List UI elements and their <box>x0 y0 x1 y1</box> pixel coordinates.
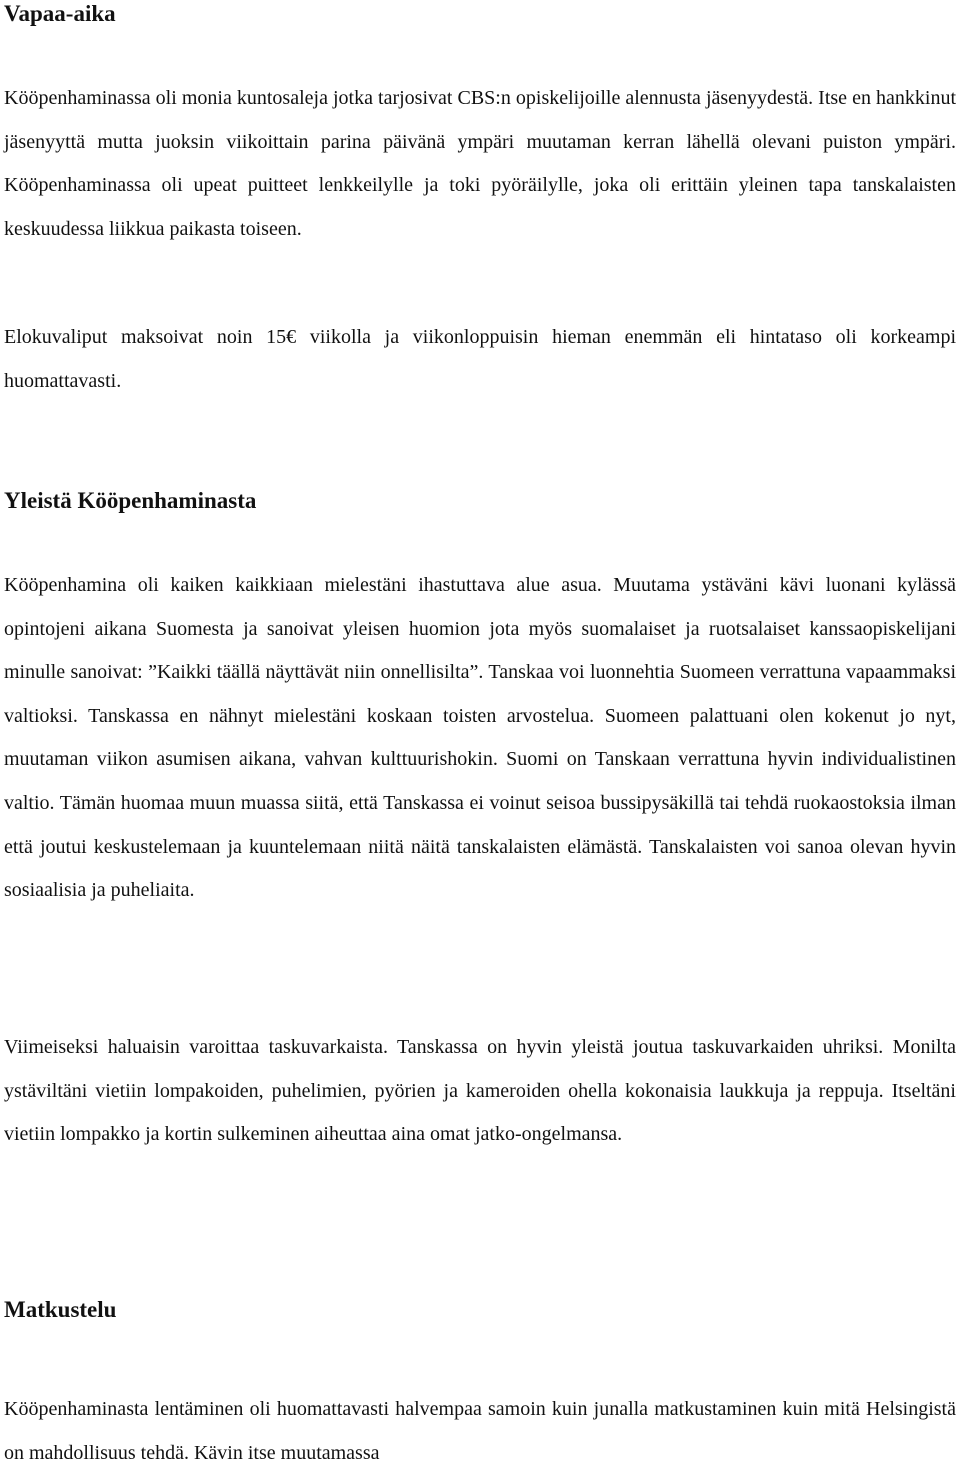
section-heading-vapaa-aika: Vapaa-aika <box>4 1 116 26</box>
paragraph: Kööpenhamina oli kaiken kaikkiaan mielestäni ihastuttava alue asua. Muutama ystäväni kävi luonani kylässä opintojeni aikana Suomesta ja sanoivat yleisen huomion jota myös suomalaiset ja ruotsalaiset kanssaopiskelijani minulle sanoivat: ”Kaikki täällä näyttävät niin onnellisilta”. Tanskaa voi luonnehtia Suomeen verrattuna vapaammaksi valtioksi. Tanskassa en nähnyt mielestäni koskaan toisten arvostelua. Suomeen palattuani olen kokenut jo nyt, muutaman viikon asumisen aikana, vahvan kulttuurishokin. Suomi on Tanskaan verrattuna hyvin individualistinen valtio. Tämän huomaa muun muassa siitä, että Tanskassa ei voinut seisoa bussipysäkillä tai tehdä ruokaostoksia ilman että joutui keskustelemaan ja kuuntelemaan niitä näitä tanskalaisten elämästä. Tanskalaisten voi sanoa olevan hyvin sosiaalisia ja puheliaita. <box>4 574 956 902</box>
section-heading-matkustelu: Matkustelu <box>4 1297 117 1322</box>
paragraph: Viimeiseksi haluaisin varoittaa taskuvarkaista. Tanskassa on hyvin yleistä joutua taskuvarkaiden uhriksi. Monilta ystäviltäni vietiin lompakoiden, puhelimien, pyörien ja kameroiden ohella kokonaisia laukkuja ja reppuja. Itseltäni vietiin lompakko ja kortin sulkeminen aiheuttaa aina omat jatko-ongelmansa. <box>4 1036 956 1146</box>
section-heading-yleista-kooppenhaminasta: Yleistä Kööpenhaminasta <box>4 488 257 513</box>
paragraph: Kööpenhaminassa oli monia kuntosaleja jotka tarjosivat CBS:n opiskelijoille alennusta jäsenyydestä. Itse en hankkinut jäsenyyttä mutta juoksin viikoittain parina päivänä ympäri muutaman kerran lähellä olevani puiston ympäri. Kööpenhaminassa oli upeat puitteet lenkkeilylle ja toki pyöräilylle, joka oli erittäin yleinen tapa tanskalaisten keskuudessa liikkua paikasta toiseen. <box>4 87 956 240</box>
paragraph: Elokuvaliput maksoivat noin 15€ viikolla ja viikonloppuisin hieman enemmän eli hintataso oli korkeampi huomattavasti. <box>4 326 956 392</box>
paragraph: Kööpenhaminasta lentäminen oli huomattavasti halvempaa samoin kuin junalla matkustaminen kuin mitä Helsingistä on mahdollisuus tehdä. Kävin itse muutamassa <box>4 1398 956 1464</box>
